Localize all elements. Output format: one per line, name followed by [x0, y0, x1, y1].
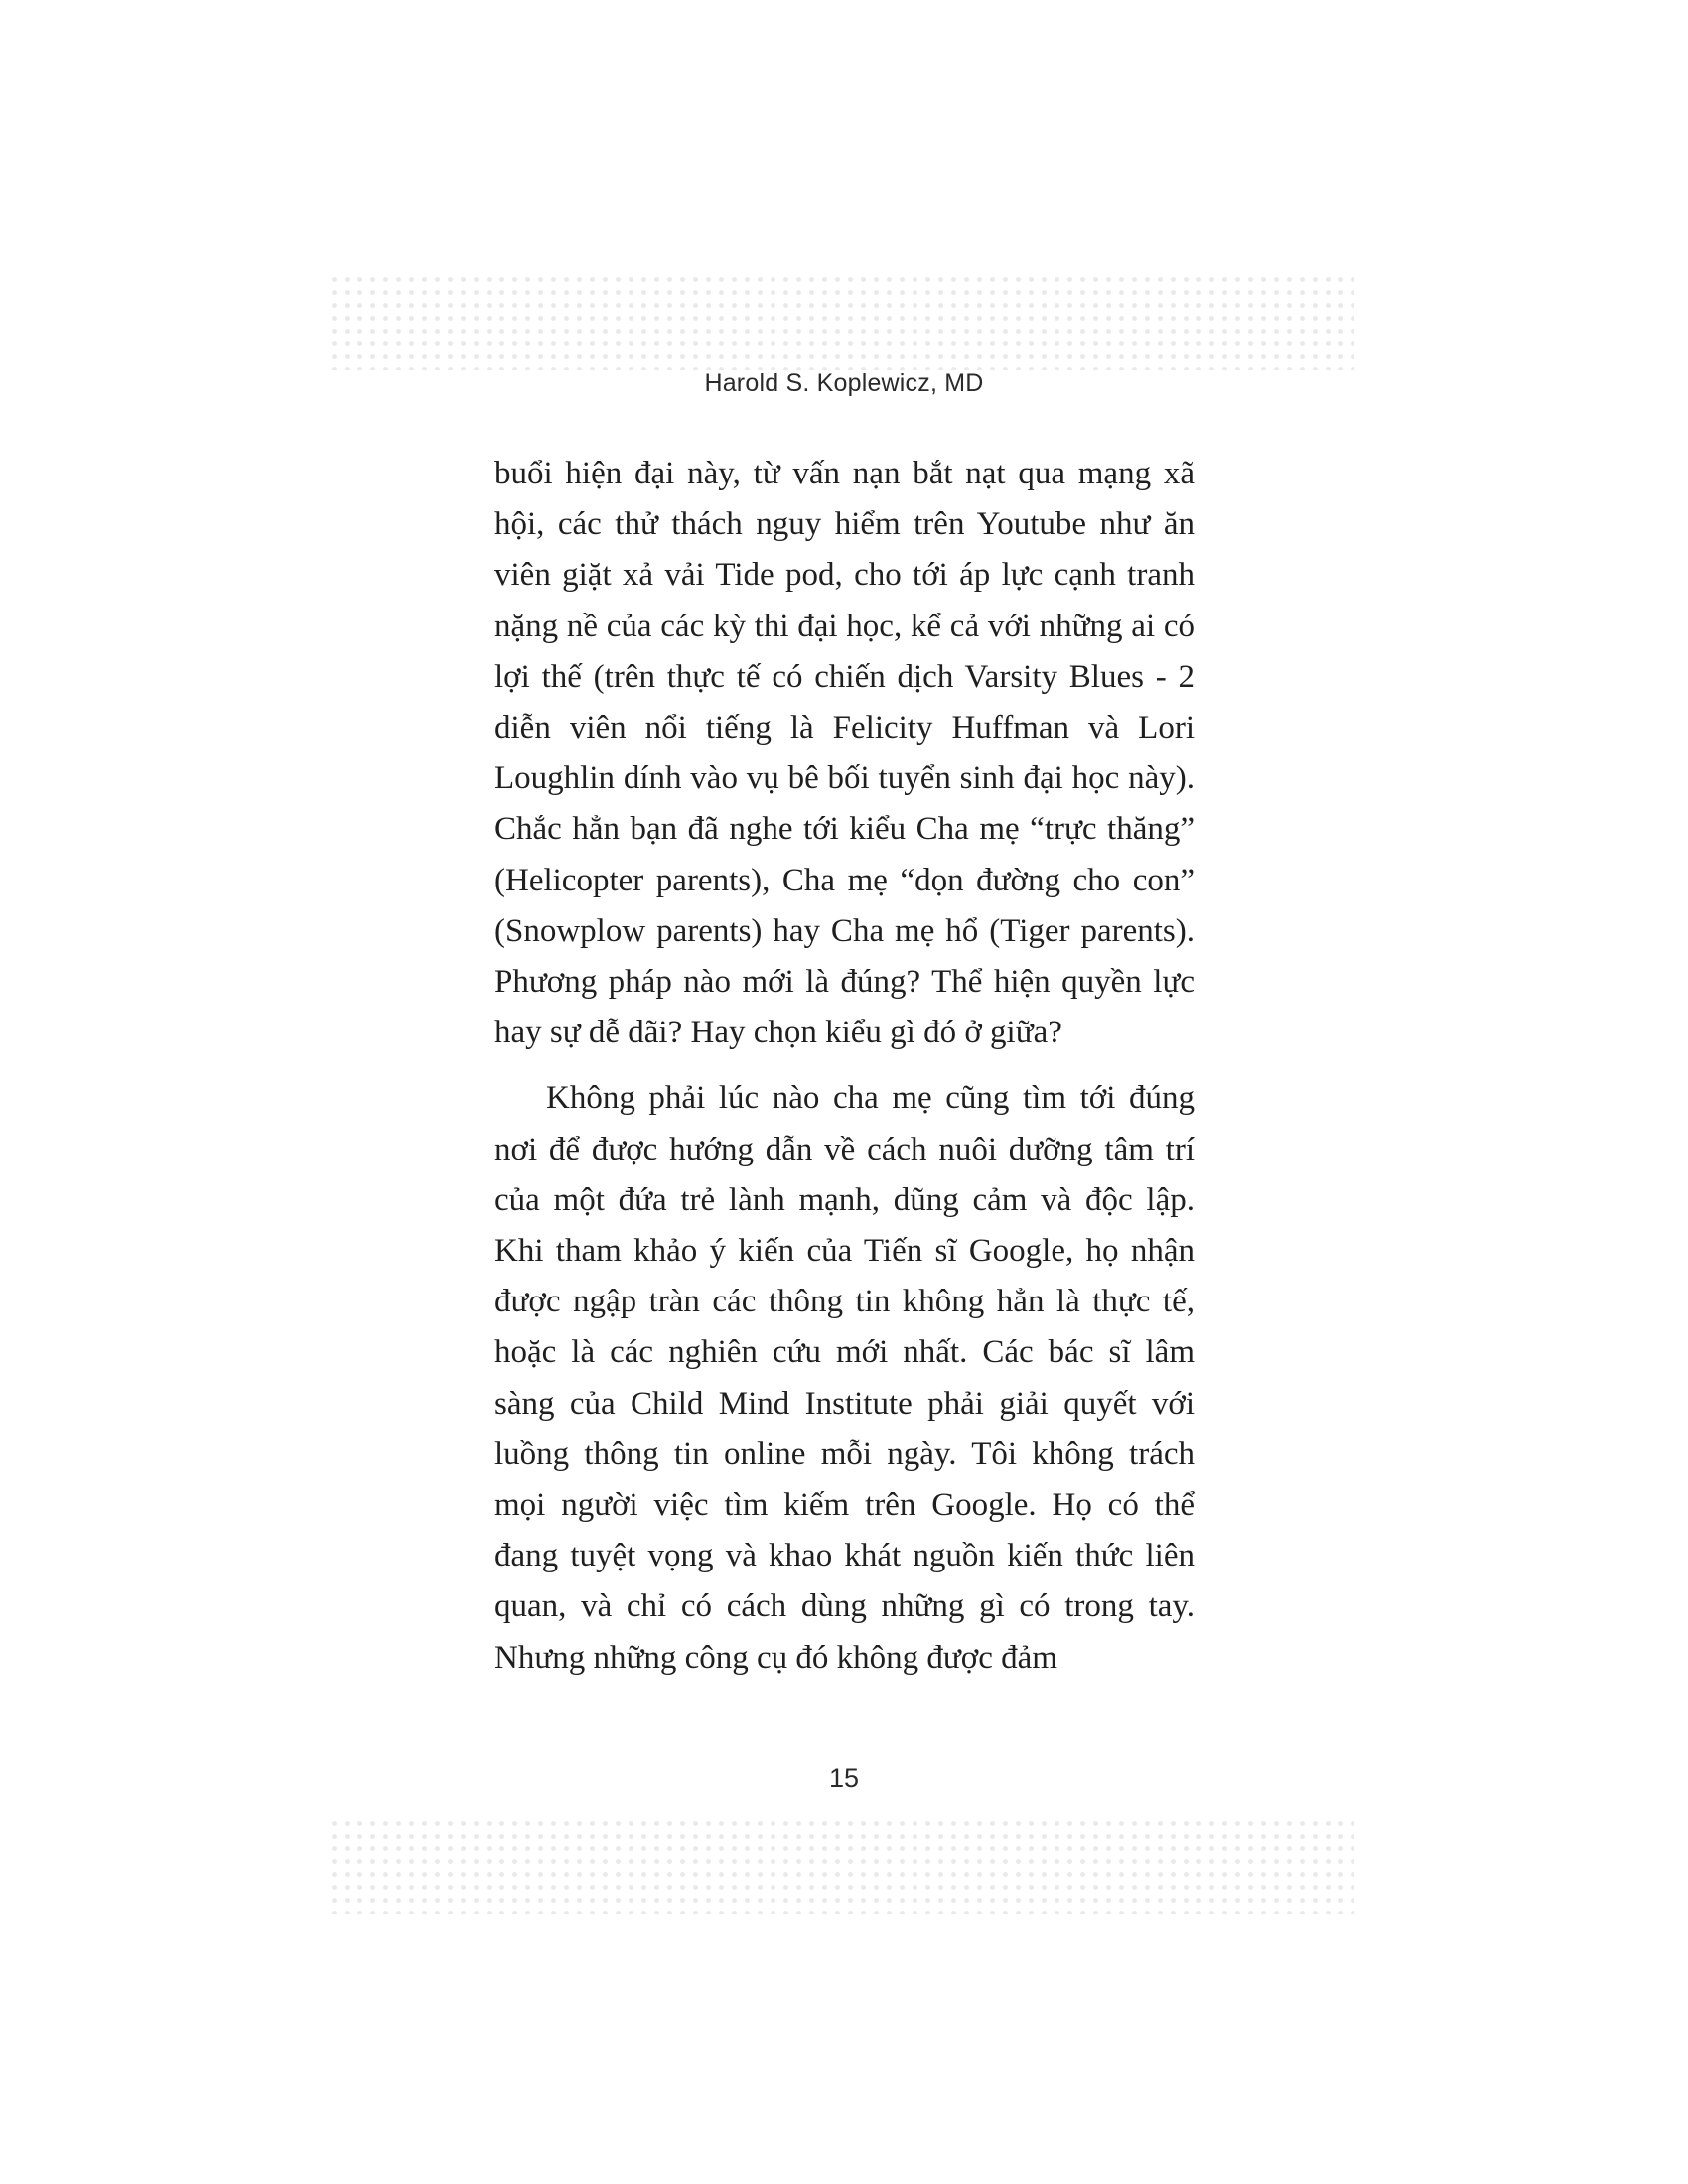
decorative-dot-band-bottom: [328, 1817, 1354, 1914]
paragraph-2: Không phải lúc nào cha mẹ cũng tìm tới đúng nơi để được hướng dẫn về cách nuôi dưỡng tâm trí của một đứa trẻ lành mạnh, dũng cảm và độc lập. Khi tham khảo ý kiến của Tiến sĩ Google, họ nhận được ngập tràn các thông tin không hẳn là thực tế, hoặc là các nghiên cứu mới nhất. Các bác sĩ lâm sàng của Child Mind Institute phải giải quyết với luồng thông tin online mỗi ngày. Tôi không trách mọi người việc tìm kiếm trên Google. Họ có thể đang tuyệt vọng và khao khát nguồn kiến thức liên quan, và chỉ có cách dùng những gì có trong tay. Nhưng những công cụ đó không được đảm: [494, 1080, 1195, 1676]
page-number: 15: [828, 1763, 860, 1793]
decorative-dot-band-top: [328, 273, 1354, 370]
paragraph-1: buổi hiện đại này, từ vấn nạn bắt nạt qua mạng xã hội, các thử thách nguy hiểm trên Youtube như ăn viên giặt xả vải Tide pod, cho tới áp lực cạnh tranh nặng nề của các kỳ thi đại học, kể cả với những ai có lợi thế (trên thực tế có chiến dịch Varsity Blues - 2 diễn viên nổi tiếng là Felicity Huffman và Lori Loughlin dính vào vụ bê bối tuyển sinh đại học này). Chắc hẳn bạn đã nghe tới kiểu Cha mẹ “trực thăng” (Helicopter parents), Cha mẹ “dọn đường cho con” (Snowplow parents) hay Cha mẹ hổ (Tiger parents). Phương pháp nào mới là đúng? Thể hiện quyền lực hay sự dễ dãi? Hay chọn kiểu gì đó ở giữa?: [494, 456, 1195, 1051]
running-head-author: Harold S. Koplewicz, MD: [704, 369, 984, 397]
body-text: [494, 449, 1195, 1684]
